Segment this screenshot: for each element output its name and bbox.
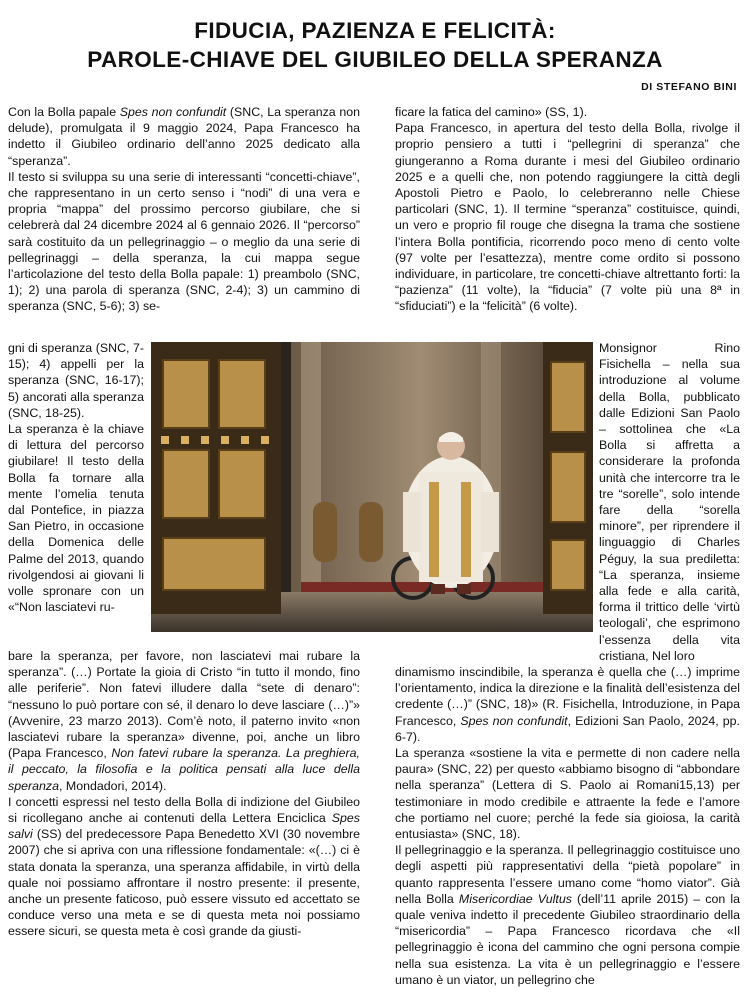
paragraph: I concetti espressi nel testo della Bolla di indizione del Giubileo si ricollegano anche ai contenuti della Lettera Enciclica Spes salvi (SS) del predecessore Papa Benedetto XVI (30 novembre 2007) che si apriva con una riflessione fondamentale: «(…) ci è stata donata la speranza, una speranza affidabile, in virtù della quale noi possiamo affrontare il nostro presente: il presente, anche un presente faticoso, può essere vissuto ed accettato se conduce verso una meta e se di questa meta noi possiamo essere sicuri, se questa meta è così grande da giusti- <box>8 794 360 939</box>
article-title-line-1: FIDUCIA, PAZIENZA E FELICITÀ: <box>194 18 556 43</box>
left-column-narrow <box>8 340 144 615</box>
right-column-top <box>395 104 740 315</box>
holy-door-photo <box>151 342 593 632</box>
paragraph: bare la speranza, per favore, non lasciatevi mai rubare la speranza”. (…) Portate la gioia di Cristo “in tutto il mondo, fino alle periferie”. Non fatevi illudere dalla “sete di denaro”: “nessuno lo può portare con sé, il denaro lo deve lasciare (…)”» (Avvenire, 23 marzo 2013). Com’è noto, il paterno invito «non lasciatevi rubare la speranza» divenne, poi, anche un libro (Papa Francesco, Non fatevi rubare la speranza. La preghiera, il peccato, la filosofia e la politica pensati alla luce della speranza, Mondadori, 2014). <box>8 649 360 793</box>
paragraph: Monsignor Rino Fisichella – nella sua introduzione al volume della Bolla, pubblicato dalle Edizioni San Paolo – sottolinea che «La Bolla si affretta a considerare la profonda unità che intercorre tra le tre “sorelle”, solo intende fare della “sorella minore”, per riprendere il linguaggio di Charles Péguy, la sua prediletta: “La speranza, insieme alla fede e alla carità, forma il trittico delle ‘virtù teologali’, che esprimono l’essenza della vita cristiana, Nel loro <box>599 341 740 663</box>
paragraph: La speranza è la chiave di lettura del percorso giubilare! Il testo della Bolla fa tornare alla mente l’omelia tenuta dal Pontefice, in piazza San Pietro, in occasione della Domenica delle Palme del 2013, quando rivolgendosi ai giovani li volle spronare con un «“Non lasciatevi ru- <box>8 422 144 615</box>
left-column-top <box>8 104 360 315</box>
paragraph: Con la Bolla papale Spes non confundit (SNC, La speranza non delude), promulgata il 9 maggio 2024, Papa Francesco ha indetto il Giubileo ordinario dell’anno 2025 dedicato alla “speranza”. <box>8 105 361 168</box>
paragraph: dinamismo inscindibile, la speranza è quella che (…) imprime l’orientamento, indica la direzione e la finalità dell’esistenza del credente (…)” (SNC, 18)» (R. Fisichella, Introduzione, in Papa Francesco, Spes non confundit, Edizioni San Paolo, 2024, pp. 6-7). <box>395 665 740 744</box>
right-column-narrow <box>599 340 740 664</box>
author-byline: DI STEFANO BINI <box>641 81 737 93</box>
paragraph: ficare la fatica del camino» (SS, 1). <box>395 105 588 119</box>
right-column-lower <box>395 664 740 988</box>
paragraph: gni di speranza (SNC, 7-15); 4) appelli per la speranza (SNC, 16-17); 5) ancorati alla speranza (SNC, 18-25). <box>8 341 144 420</box>
left-column-lower <box>8 648 360 940</box>
paragraph: Papa Francesco, in apertura del testo della Bolla, rivolge il proprio pensiero a tutti i “pellegrini di speranza” che giungeranno a Roma durante i mesi del Giubileo ordinario 2025 e a quelli che, non potendo raggiungere la città degli Apostoli Pietro e Paolo, lo celebreranno nelle Chiese particolari (SNC, 1). Il termine “speranza” costituisce, quindi, un vero e proprio fil rouge che disegna la trama che sostiene l’intera Bolla pontificia, ricorrendo poco meno di cento volte (97 volte per l’esattezza), mentre come ordito si possono individuare, in particolare, tre concetti-chiave altrettanto forti: la “pazienza” (11 volte), la “fiducia” (7 volte più una 8ª in “sfiduciati”) e la “felicità” (6 volte). <box>395 121 740 314</box>
paragraph: Il testo si sviluppa su una serie di interessanti “concetti-chiave”, che rappresentano in un certo senso i “nodi” di una vera e propria “mappa” del prossimo percorso giubilare, che si celebrerà dal 24 dicembre 2024 al 6 gennaio 2026. Il “percorso” sarà costituito da un pellegrinaggio – o meglio da una serie di pellegrinaggi – della speranza, la cui mappa segue l’articolazione del testo della Bolla papale: 1) preambolo (SNC, 1); 2) una parola di speranza (SNC, 2-4); 3) un cammino di speranza (SNC, 5-6); 3) se- <box>8 169 360 314</box>
paragraph: La speranza «sostiene la vita e permette di non cadere nella paura» (SNC, 22) per questo «abbiamo bisogno di “abbondare nella speranza” (Lettera di S. Paolo ai Romani15,13) per testimoniare in modo credibile e attraente la fede e l’amore che portiamo nel cuore; perché la fede sia gioiosa, la carità entusiasta» (SNC, 18). <box>395 746 740 842</box>
paragraph: Il pellegrinaggio e la speranza. Il pellegrinaggio costituisce uno degli aspetti più rappresentativi della “pietà popolare” in quanto rappresenta l’essere umano come “homo viator”. Già nella Bolla Misericordiae Vultus (dell’11 aprile 2015) – con la quale veniva indetto il precedente Giubileo straordinario della “misericordia” – Papa Francesco ricordava che «Il pellegrinaggio è icona del cammino che ogni persona compie nella sua esistenza. La vita è un pellegrinaggio e l’essere umano è un viator, un pellegrino che <box>395 843 740 987</box>
article-title-line-2: PAROLE-CHIAVE DEL GIUBILEO DELLA SPERANZA <box>87 47 663 72</box>
pope-at-holy-door-illustration <box>151 342 593 632</box>
